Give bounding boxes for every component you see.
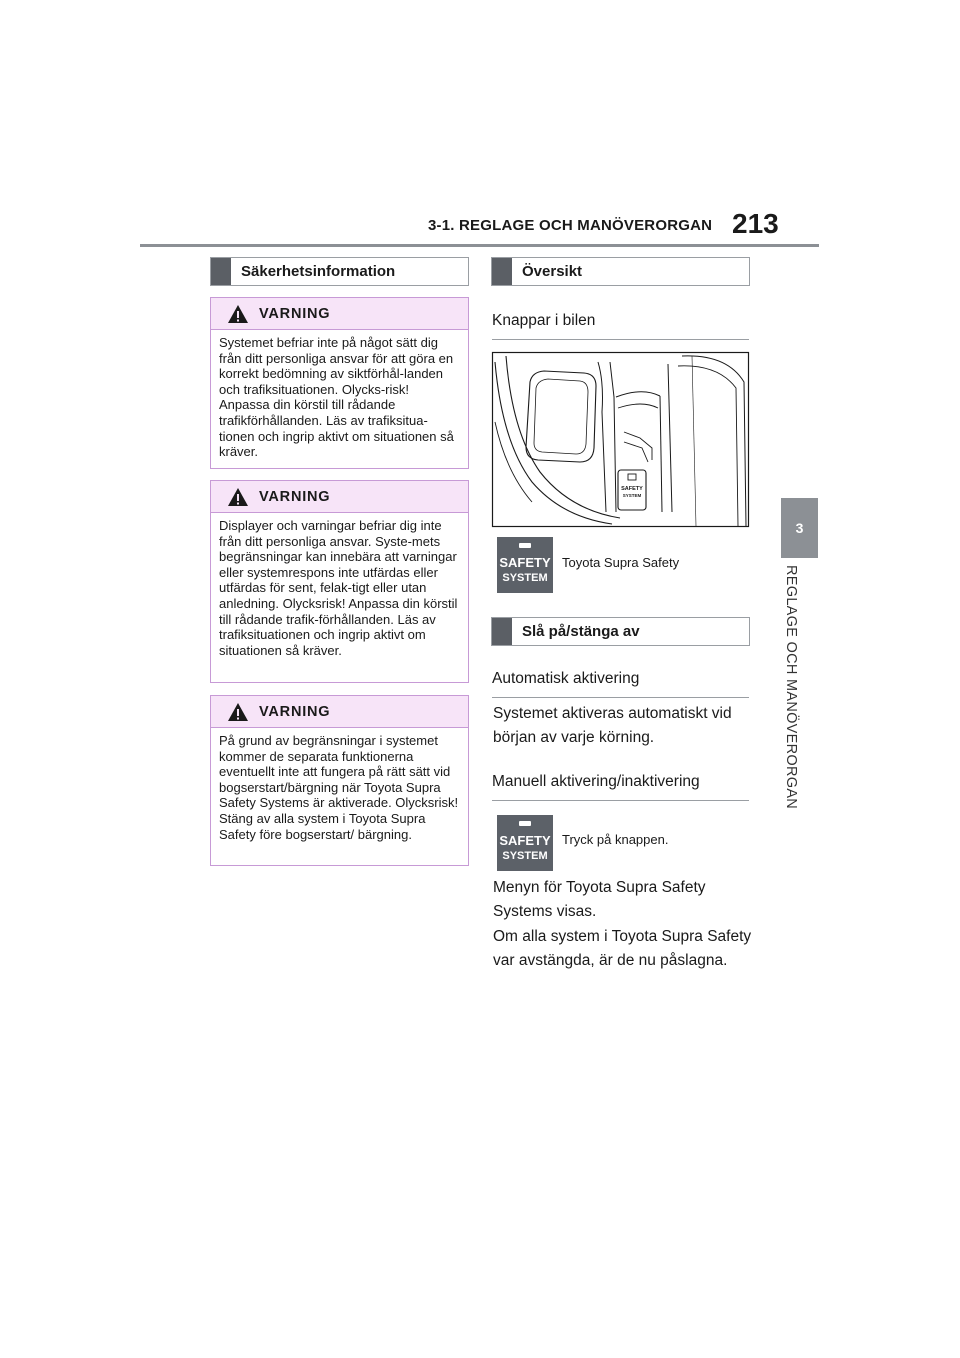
warning-text: På grund av begränsningar i systemet kommer de separata funktionerna eventuellt inte att fungera på rätt sätt vid bogserstart/bärgning när Toyota Supra Safety Systems är aktiverade. Olycksrisk! Stäng av alla system i Toyota Supra Safety före bogserstart/ bärgning. [219,733,459,842]
subhead-buttons: Knappar i bilen [492,312,749,340]
icon-text-safety: SAFETY [499,555,551,570]
warning-triangle-icon [227,304,249,324]
warning-triangle-icon [227,702,249,722]
warning-box-3 [210,695,469,866]
icon-text-system: SYSTEM [502,850,548,862]
section-header-onoff [491,617,750,646]
section-header-bar [211,258,231,285]
safety-system-icon [499,541,551,589]
console-illustration [492,352,749,527]
section-header-bar [492,618,512,645]
chapter-tab-title: REGLAGE OCH MANÖVERORGAN [783,565,799,810]
icon-text-system: SYSTEM [502,572,548,584]
running-header-section: 3-1. REGLAGE OCH MANÖVERORGAN [428,217,713,234]
manual-caption: Tryck på knappen. [562,832,669,847]
warning-text: Systemet befriar inte på något sätt dig från ditt personliga ansvar för att göra en korrekt bedömning av siktförhål-landen och trafiksituationen. Olycks-risk! Anpassa din körstil till rådande trafikförhållanden. Läs av trafiksitua-tionen och ingrip aktivt om situationen så kräver. [219,335,454,460]
warning-header [211,696,468,728]
warning-box-1 [210,297,469,469]
subhead-manual: Manuell aktivering/inaktivering [492,773,749,801]
section-header-label: Översikt [522,263,583,280]
section-header-bar [492,258,512,285]
button-caption: Toyota Supra Safety [562,555,680,570]
svg-text:SAFETY: SAFETY [621,486,643,492]
icon-text-safety: SAFETY [499,833,551,848]
auto-text: Systemet aktiveras automatiskt vid början av varje körning. [493,705,732,746]
chapter-tab: 3 [781,498,818,558]
subhead-auto: Automatisk aktivering [492,670,749,698]
menu-text: Menyn för Toyota Supra Safety Systems visas. [493,879,706,920]
section-header-label: Säkerhetsinformation [241,263,396,280]
all-off-text: Om alla system i Toyota Supra Safety var avstängda, är de nu påslagna. [493,928,752,969]
section-header-safety-info [210,257,469,286]
section-header-label: Slå på/stänga av [522,623,640,640]
warning-title: VARNING [259,704,331,720]
safety-system-button-icon [497,815,553,871]
warning-triangle-icon [227,487,249,507]
section-header-overview [491,257,750,286]
warning-header [211,298,468,330]
page-number: 213 [732,208,779,239]
warning-title: VARNING [259,489,331,505]
svg-text:SYSTEM: SYSTEM [622,493,642,498]
warning-text: Displayer och varningar befriar dig inte från ditt personliga ansvar. Syste-mets begränsningar kan innebära att varningar eller systemrespons inte utfärdas eller utfärdas för sent, felak-tigt eller utan anledning. Olycksrisk! Anpassa din körstil till rådande trafik-förhållanden. Läs av trafiksituationen och ingrip aktivt om situationen så kräver. [219,518,458,658]
header-rule [140,244,819,247]
safety-system-button-icon [497,537,553,593]
warning-title: VARNING [259,306,331,322]
safety-system-icon [499,819,551,867]
warning-box-2 [210,480,469,683]
warning-header [211,481,468,513]
